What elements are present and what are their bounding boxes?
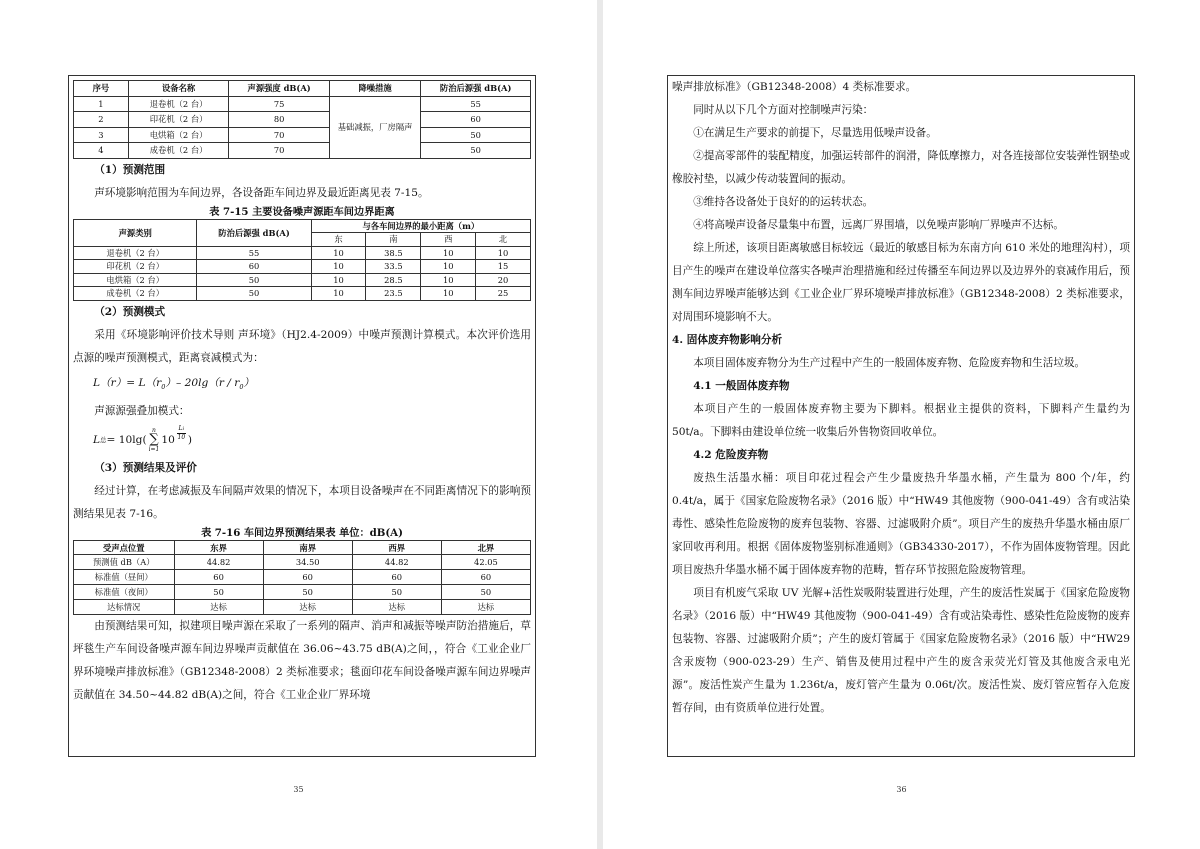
table-header-cell: 东界 — [174, 540, 263, 555]
table-cell: 50 — [352, 585, 441, 600]
formula-exponent — [177, 425, 186, 441]
table-cell: 10 — [311, 287, 366, 301]
table-header-cell: 设备名称 — [128, 81, 229, 97]
section-heading: 4.2 危险废弃物 — [693, 449, 769, 461]
formula-part: i — [182, 425, 185, 432]
section-heading: （1）预测范围 — [94, 163, 166, 176]
list-item: ④将高噪声设备尽量集中布置，远离厂界围墙，以免噪声影响厂界噪声不达标。 — [693, 219, 1064, 231]
table-header-cell: 防治后源强 dB(A) — [421, 81, 531, 97]
table-cell: 达标 — [263, 599, 352, 614]
table-cell: 28.5 — [366, 273, 421, 287]
table-cell: 印花机（2 台） — [128, 112, 229, 128]
right-page-frame — [667, 75, 1135, 757]
sigma-symbol: n ∑ i=1 — [148, 426, 160, 453]
table-cell: 38.5 — [366, 246, 421, 260]
table-cell: 10 — [421, 287, 476, 301]
table-cell: 55 — [421, 96, 531, 112]
paragraph: 声环境影响范围为车间边界，各设备距车间边界及最近距离见表 7-15。 — [94, 186, 429, 199]
table-row — [74, 570, 531, 585]
table-cell: 60 — [352, 570, 441, 585]
table-cell: 20 — [476, 273, 531, 287]
table-cell: 60 — [197, 260, 311, 274]
table-cell: 电烘箱（2 台） — [74, 273, 197, 287]
table-header-row — [74, 219, 531, 233]
table-row — [74, 287, 531, 301]
table-cell: 10 — [311, 260, 366, 274]
paragraph: 项目有机废气采取 UV 光解+活性炭吸附装置进行处理，产生的废活性炭属于《国家危险废物名录》（2016 版）中“HW49 其他废物（900-041-49）含有或沾染毒性、感染性危险废物的废弃包装物、容器、过滤吸附介质”；产生的废灯管属于《国家危险废物名录》（2016 版）中“HW29 含汞废物（900-023-29）生产、销售及使用过程中产生的废含汞荧光灯管及其他废含汞电光源”。废活性炭产生量为 1.236t/a，废灯管产生量为 0.06t/次。废活性炭、废灯管应暂存入危废暂存间，由有资质单位进行处置。 — [672, 587, 1130, 714]
table-cell: 达标 — [352, 599, 441, 614]
table-cell: 25 — [476, 287, 531, 301]
formula-part: n — [152, 426, 156, 434]
table-cell: 23.5 — [366, 287, 421, 301]
formula-part: L（r）= L（r — [93, 376, 162, 389]
table-cell: 4 — [74, 143, 129, 159]
paragraph: 本项目产生的一般固体废弃物主要为下脚料。根据业主提供的资料，下脚料产生量约为 50t/a。下脚料由建设单位统一收集后外售物资回收单位。 — [672, 403, 1130, 438]
section-heading: 4.1 一般固体废弃物 — [693, 380, 790, 392]
table-cell: 60 — [263, 570, 352, 585]
table-cell: 50 — [197, 273, 311, 287]
table-cell: 44.82 — [352, 555, 441, 570]
formula-subscript: 0 — [161, 382, 166, 391]
table-cell: 70 — [229, 143, 330, 159]
table-cell: 电烘箱（2 台） — [128, 127, 229, 143]
table-cell: 退卷机（2 台） — [128, 96, 229, 112]
table-cell: 退卷机（2 台） — [74, 246, 197, 260]
table-row — [74, 260, 531, 274]
table-header-cell: 东 — [311, 233, 366, 247]
paragraph: 同时从以下几个方面对控制噪声污染： — [693, 104, 874, 116]
table-cell: 50 — [197, 287, 311, 301]
table-header-cell: 与各车间边界的最小距离（m） — [311, 219, 530, 233]
table-cell: 10 — [311, 246, 366, 260]
table-cell: 50 — [441, 585, 530, 600]
page-number: 35 — [293, 785, 304, 794]
table-cell: 成卷机（2 台） — [74, 287, 197, 301]
formula-part: L — [178, 424, 183, 432]
table-header-cell: 北 — [476, 233, 531, 247]
superposition-formula — [73, 423, 531, 457]
page-number: 36 — [896, 785, 907, 794]
formula-part: = 10lg( — [106, 433, 147, 446]
table-header-cell: 防治后源强 dB(A) — [197, 219, 311, 246]
table-cell: 10 — [421, 246, 476, 260]
table-row — [74, 127, 531, 143]
table-cell: 2 — [74, 112, 129, 128]
table-cell: 75 — [229, 96, 330, 112]
list-item: ②提高零部件的装配精度，加强运转部件的润滑，降低摩擦力，对各连接部位安装弹性钢垫或橡胶衬垫，以减少传动装置间的振动。 — [672, 150, 1130, 185]
table-cell: 80 — [229, 112, 330, 128]
table-caption: 表 7-15 主要设备噪声源距车间边界距离 — [209, 205, 395, 218]
formula-subscript: 总 — [100, 435, 107, 444]
table-cell: 10 — [421, 260, 476, 274]
formula-part: L — [93, 433, 101, 446]
right-page — [603, 0, 1200, 849]
table-cell: 标准值（昼间） — [74, 570, 175, 585]
table-cell: 达标情况 — [74, 599, 175, 614]
formula-part: ) — [187, 433, 192, 446]
table-row — [74, 273, 531, 287]
table-cell: 标准值（夜间） — [74, 585, 175, 600]
table-cell: 10 — [476, 246, 531, 260]
paragraph: 采用《环境影响评价技术导则 声环境》（HJ2.4-2009）中噪声预测计算模式。本次评价选用点源的噪声预测模式，距离衰减模式为： — [73, 328, 531, 364]
equipment-noise-table — [73, 80, 531, 159]
noise-measure-cell: 基础减振，厂房隔声 — [329, 96, 420, 158]
table-header-cell: 序号 — [74, 81, 129, 97]
left-page-frame — [68, 75, 536, 757]
paragraph: 噪声排放标准》（GB12348-2008）4 类标准要求。 — [672, 81, 917, 93]
table-cell: 3 — [74, 127, 129, 143]
section-heading: 4. 固体废弃物影响分析 — [672, 334, 783, 346]
paragraph: 废热生活墨水桶：项目印花过程会产生少量废热升华墨水桶，产生量为 800 个/年，约 0.4t/a，属于《国家危险废物名录》（2016 版）中“HW49 其他废物（900-041-49）含有或沾染毒性、感染性危险废物的废弃包装物、容器、过滤吸附介质”。项目产生的废热升华墨水桶由原厂家回收再利用。根据《固体废物鉴别标准通则》（GB34330-2017），不作为固体废物管理。因此项目废热升华墨水桶不属于固体废弃物的范畴，暂存环节按照危险废物管理。 — [672, 472, 1130, 576]
formula-part: 10 — [161, 433, 175, 446]
paragraph: 本项目固体废弃物分为生产过程中产生的一般固体废弃物、危险废弃物和生活垃圾。 — [693, 357, 1086, 369]
table-cell: 42.05 — [441, 555, 530, 570]
table-cell: 60 — [441, 570, 530, 585]
table-cell: 10 — [311, 273, 366, 287]
table-row — [74, 599, 531, 614]
table-cell: 10 — [421, 273, 476, 287]
table-caption: 表 7-16 车间边界预测结果表 单位：dB(A) — [201, 526, 403, 539]
table-cell: 成卷机（2 台） — [128, 143, 229, 159]
table-header-cell: 声源强度 dB(A) — [229, 81, 330, 97]
formula-subscript: 0 — [239, 382, 244, 391]
list-item: ③维持各设备处于良好的的运转状态。 — [693, 196, 874, 208]
table-header-cell: 降噪措施 — [329, 81, 420, 97]
paragraph: 综上所述，该项目距离敏感目标较远（最近的敏感目标为东南方向 610 米处的地理沟村），项目产生的噪声在建设单位落实各噪声治理措施和经过传播至车间边界以及边界外的衰减作用后，预测车间边界噪声能够达到《工业企业厂界环境噪声排放标准》（GB12348-2008）2 类标准要求，对周围环境影响不大。 — [672, 242, 1130, 323]
section-heading: （2）预测模式 — [94, 305, 166, 318]
attenuation-formula — [73, 370, 531, 400]
table-cell: 44.82 — [174, 555, 263, 570]
table-header-cell: 西 — [421, 233, 476, 247]
table-cell: 印花机（2 台） — [74, 260, 197, 274]
table-row — [74, 246, 531, 260]
table-cell: 达标 — [174, 599, 263, 614]
table-row — [74, 112, 531, 128]
formula-part: i=1 — [148, 445, 160, 453]
boundary-prediction-table — [73, 540, 531, 615]
table-header-row — [74, 540, 531, 555]
table-header-cell: 声源类别 — [74, 219, 197, 246]
table-cell: 55 — [197, 246, 311, 260]
table-cell: 预测值 dB（A） — [74, 555, 175, 570]
table-cell: 60 — [174, 570, 263, 585]
table-row — [74, 96, 531, 112]
table-cell: 60 — [421, 112, 531, 128]
table-cell: 50 — [174, 585, 263, 600]
boundary-distance-table — [73, 219, 531, 301]
table-header-cell: 受声点位置 — [74, 540, 175, 555]
table-cell: 达标 — [441, 599, 530, 614]
paragraph: 经过计算，在考虑减振及车间隔声效果的情况下，本项目设备噪声在不同距离情况下的影响预测结果见表 7-16。 — [73, 484, 531, 520]
table-header-cell: 北界 — [441, 540, 530, 555]
table-cell: 34.50 — [263, 555, 352, 570]
table-header-row — [74, 81, 531, 97]
table-row — [74, 555, 531, 570]
formula-part: ）– 20lg（r / r — [165, 376, 240, 389]
table-cell: 50 — [263, 585, 352, 600]
paragraph: 由预测结果可知，拟建项目噪声源在采取了一系列的隔声、消声和减振等噪声防治措施后，草坪毯生产车间设备噪声源车间边界噪声贡献值在 36.06~43.75 dB(A)之间，，符合《工业企业厂界环境噪声排放标准》（GB12348-2008）2 类标准要求；毯面印花车间设备噪声源车间边界噪声贡献值在 34.50~44.82 dB(A)之间，符合《工业企业厂界环境 — [73, 619, 531, 701]
table-header-cell: 南 — [366, 233, 421, 247]
table-cell: 50 — [421, 127, 531, 143]
section-heading: （3）预测结果及评价 — [94, 461, 197, 474]
table-header-cell: 南界 — [263, 540, 352, 555]
paragraph: 声源源强叠加模式： — [94, 404, 190, 417]
table-cell: 1 — [74, 96, 129, 112]
table-row — [74, 585, 531, 600]
table-cell: 15 — [476, 260, 531, 274]
formula-part: ） — [243, 376, 255, 389]
table-cell: 70 — [229, 127, 330, 143]
formula-part: 10 — [177, 433, 186, 441]
table-cell: 33.5 — [366, 260, 421, 274]
table-row — [74, 143, 531, 159]
list-item: ①在满足生产要求的前提下，尽量选用低噪声设备。 — [693, 127, 937, 139]
table-cell: 50 — [421, 143, 531, 159]
left-page — [0, 0, 597, 849]
table-header-cell: 西界 — [352, 540, 441, 555]
